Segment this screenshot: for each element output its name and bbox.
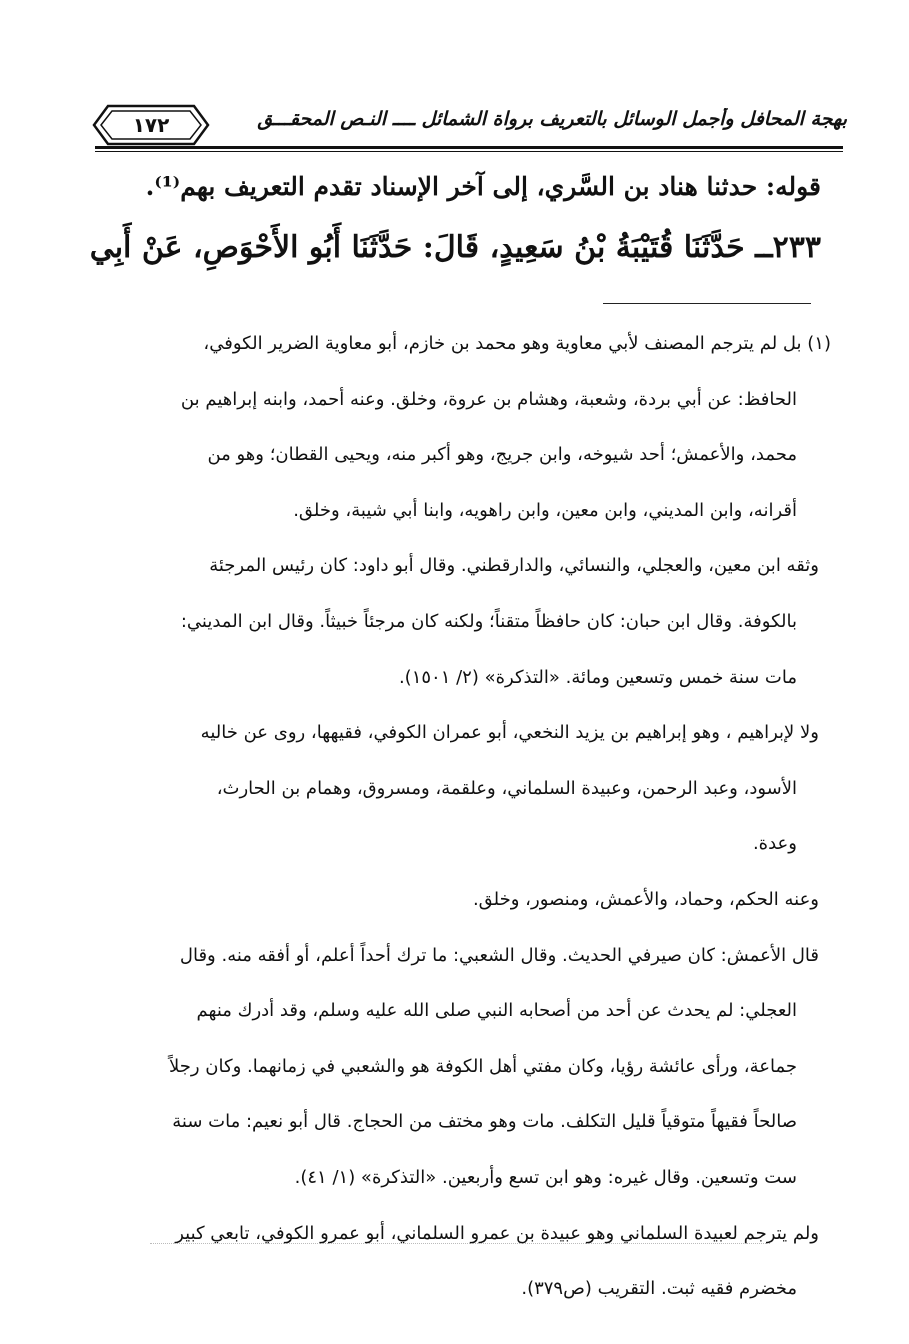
footnote-line: (١) بل لم يترجم المصنف لأبي معاوية وهو محمد بن خازم، أبو معاوية الضرير الكوفي،	[203, 333, 831, 354]
footnote-line: ست وتسعين. وقال غيره: وهو ابن تسع وأربعين. «التذكرة» (١/ ٤١).	[294, 1166, 797, 1188]
footnote-line: محمد، والأعمش؛ أحد شيوخه، وابن جريج، وهو أكبر منه، ويحيى القطان؛ وهو من	[207, 444, 797, 466]
footnote-line: بالكوفة. وقال ابن حبان: كان حافظاً متقناً؛ ولكنه كان مرجئاً خبيثاً. وقال ابن المديني:	[180, 610, 797, 632]
footnotes-block	[89, 316, 831, 1317]
scan-noise	[150, 1243, 770, 1248]
footnote-line: الأسود، وعبد الرحمن، وعبيدة السلماني، وعلقمة، ومسروق، وهمام بن الحارث،	[216, 777, 797, 799]
header-rule	[95, 146, 843, 149]
footnote-line: مخضرم فقيه ثبت. التقريب (ص٣٧٩).	[521, 1278, 797, 1300]
footnote-line: أقرانه، وابن المديني، وابن معين، وابن راهويه، وابنا أبي شيبة، وخلق.	[293, 499, 797, 521]
footnote-line: قال الأعمش: كان صيرفي الحديث. وقال الشعبي: ما ترك أحداً أعلم، أو أفقه منه. وقال	[179, 944, 819, 966]
page-number-badge	[92, 100, 210, 150]
header-rule-thin	[95, 151, 843, 152]
running-title: بهجة المحافل وأجمل الوسائل بالتعريف برواة الشمائل ــــ النـص المحقـــق	[257, 108, 847, 130]
page-number: ١٧٢	[132, 113, 170, 137]
footnote-line: وعنه الحكم، وحماد، والأعمش، ومنصور، وخلق.	[472, 888, 819, 910]
footnote-line: العجلي: لم يحدث عن أحد من أصحابه النبي صلى الله عليه وسلم، وقد أدرك منهم	[196, 1000, 797, 1022]
footnote-line: ولم يترجم لعبيدة السلماني وهو عبيدة بن عمرو السلماني، أبو عمرو الكوفي، تابعي كبير	[175, 1222, 819, 1244]
hadith-heading-line: ٢٣٣ــ حَدَّثَنَا قُتَيْبَةُ بْنُ سَعِيدٍ، قَالَ: حَدَّثَنَا أَبُو الأَحْوَصِ، عَنْ أَبِي	[89, 230, 821, 265]
footnote-line: مات سنة خمس وتسعين ومائة. «التذكرة» (٢/ ١٥٠١).	[398, 666, 797, 688]
footnote-line: وثقه ابن معين، والعجلي، والنسائي، والدارقطني. وقال أبو داود: كان رئيس المرجئة	[209, 555, 819, 577]
footnote-line: جماعة، ورأى عائشة رؤيا، وكان مفتي أهل الكوفة هو والشعبي في زمانهما. وكان رجلاً	[169, 1055, 797, 1077]
footnote-line: ولا لإبراهيم ، وهو إبراهيم بن يزيد النخعي، أبو عمران الكوفي، فقيهها، روى عن خاليه	[200, 722, 819, 744]
footnote-line: صالحاً فقيهاً متوقياً قليل التكلف. مات وهو مختف من الحجاج. قال أبو نعيم: مات سنة	[172, 1111, 797, 1133]
footnote-line: وعدة.	[752, 833, 797, 855]
footnote-line: الحافظ: عن أبي بردة، وشعبة، وهشام بن عروة، وخلق. وعنه أحمد، وابنه إبراهيم بن	[180, 388, 797, 410]
main-text-line-1: قوله: حدثنا هناد بن السَّري، إلى آخر الإسناد تقدم التعريف بهم⁽¹⁾.	[145, 172, 821, 201]
footnote-separator	[603, 303, 811, 304]
